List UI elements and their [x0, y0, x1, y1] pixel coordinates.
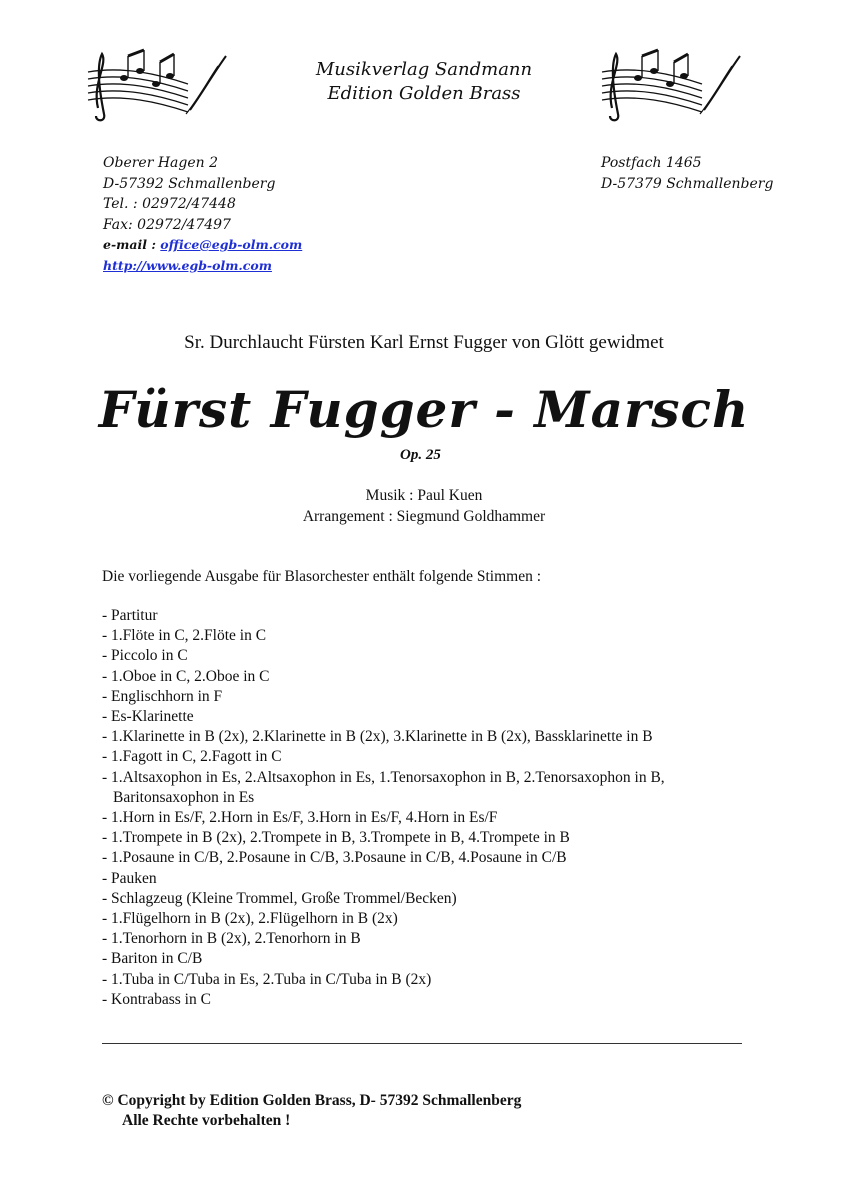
copyright: [102, 1091, 521, 1131]
publisher-line-2: Edition Golden Brass: [327, 83, 521, 104]
publisher-line-1: Musikverlag Sandmann: [315, 59, 533, 80]
list-item: - 1.Flügelhorn in B (2x), 2.Flügelhorn in B (2x): [102, 910, 398, 928]
list-item: - Es-Klarinette: [102, 708, 194, 726]
address-fax: Fax: 02972/47497: [103, 216, 231, 233]
parts-intro: Die vorliegende Ausgabe für Blasorchester enthält folgende Stimmen :: [102, 568, 542, 585]
address-street: Oberer Hagen 2: [103, 155, 219, 171]
publisher-name: [0, 58, 848, 106]
page-title: Fürst Fugger - Marsch: [98, 380, 750, 439]
rights-reserved: Alle Rechte vorbehalten !: [122, 1112, 291, 1129]
address-tel: Tel. : 02972/47448: [103, 196, 236, 212]
list-item: - 1.Klarinette in B (2x), 2.Klarinette in B (2x), 3.Klarinette in B (2x), Bassklarinette in B: [102, 728, 653, 746]
address-postfach: Postfach 1465: [601, 155, 702, 171]
credits: [0, 485, 848, 527]
email-link[interactable]: office@egb-olm.com: [160, 237, 303, 252]
copyright-line: © Copyright by Edition Golden Brass, D- 57392 Schmallenberg: [102, 1092, 522, 1109]
list-item: - Bariton in C/B: [102, 950, 203, 968]
music-credit: Musik : Paul Kuen: [365, 487, 483, 504]
saxophone-parts: - 1.Altsaxophon in Es, 2.Altsaxophon in Es, 1.Tenorsaxophon in B, 2.Tenorsaxophon in B,: [102, 768, 665, 786]
address-postfach-city: D-57379 Schmallenberg: [601, 175, 774, 192]
list-item: - Pauken: [102, 869, 157, 887]
opus-number: Op. 25: [400, 447, 441, 463]
website-link[interactable]: http://www.egb-olm.com: [103, 257, 272, 273]
list-item: - 1.Flöte in C, 2.Flöte in C: [102, 627, 267, 645]
arrangement-credit: Arrangement : Siegmund Goldhammer: [302, 508, 546, 525]
list-item: - 1.Fagott in C, 2.Fagott in C: [102, 748, 282, 766]
divider: [102, 1043, 742, 1044]
list-item: - 1.Horn in Es/F, 2.Horn in Es/F, 3.Horn in Es/F, 4.Horn in Es/F: [102, 809, 498, 827]
saxophone-parts-continuation: Baritonsaxophon in Es: [113, 788, 255, 806]
address-city: D-57392 Schmallenberg: [103, 175, 276, 192]
list-item: - 1.Tuba in C/Tuba in Es, 2.Tuba in C/Tuba in B (2x): [102, 970, 432, 988]
list-item: - 1.Posaune in C/B, 2.Posaune in C/B, 3.Posaune in C/B, 4.Posaune in C/B: [102, 849, 567, 867]
list-item: - Englischhorn in F: [102, 687, 223, 705]
list-item-saxophones: [102, 768, 665, 808]
list-item: - Schlagzeug (Kleine Trommel, Große Trommel/Becken): [102, 889, 457, 907]
list-item: - 1.Trompete in B (2x), 2.Trompete in B, 3.Trompete in B, 4.Trompete in B: [102, 829, 570, 847]
dedication: Sr. Durchlaucht Fürsten Karl Ernst Fugger von Glött gewidmet: [184, 332, 664, 353]
email-label: e-mail :: [103, 237, 161, 252]
address-email-line: [103, 235, 302, 256]
list-item: - Partitur: [102, 607, 158, 624]
address-right: [601, 153, 773, 194]
parts-list: [102, 606, 665, 1010]
list-item: - Piccolo in C: [102, 647, 188, 665]
list-item: - 1.Tenorhorn in B (2x), 2.Tenorhorn in B: [102, 930, 361, 948]
list-item: - 1.Oboe in C, 2.Oboe in C: [102, 667, 270, 685]
list-item: - Kontrabass in C: [102, 990, 211, 1008]
address-left: [103, 153, 302, 276]
